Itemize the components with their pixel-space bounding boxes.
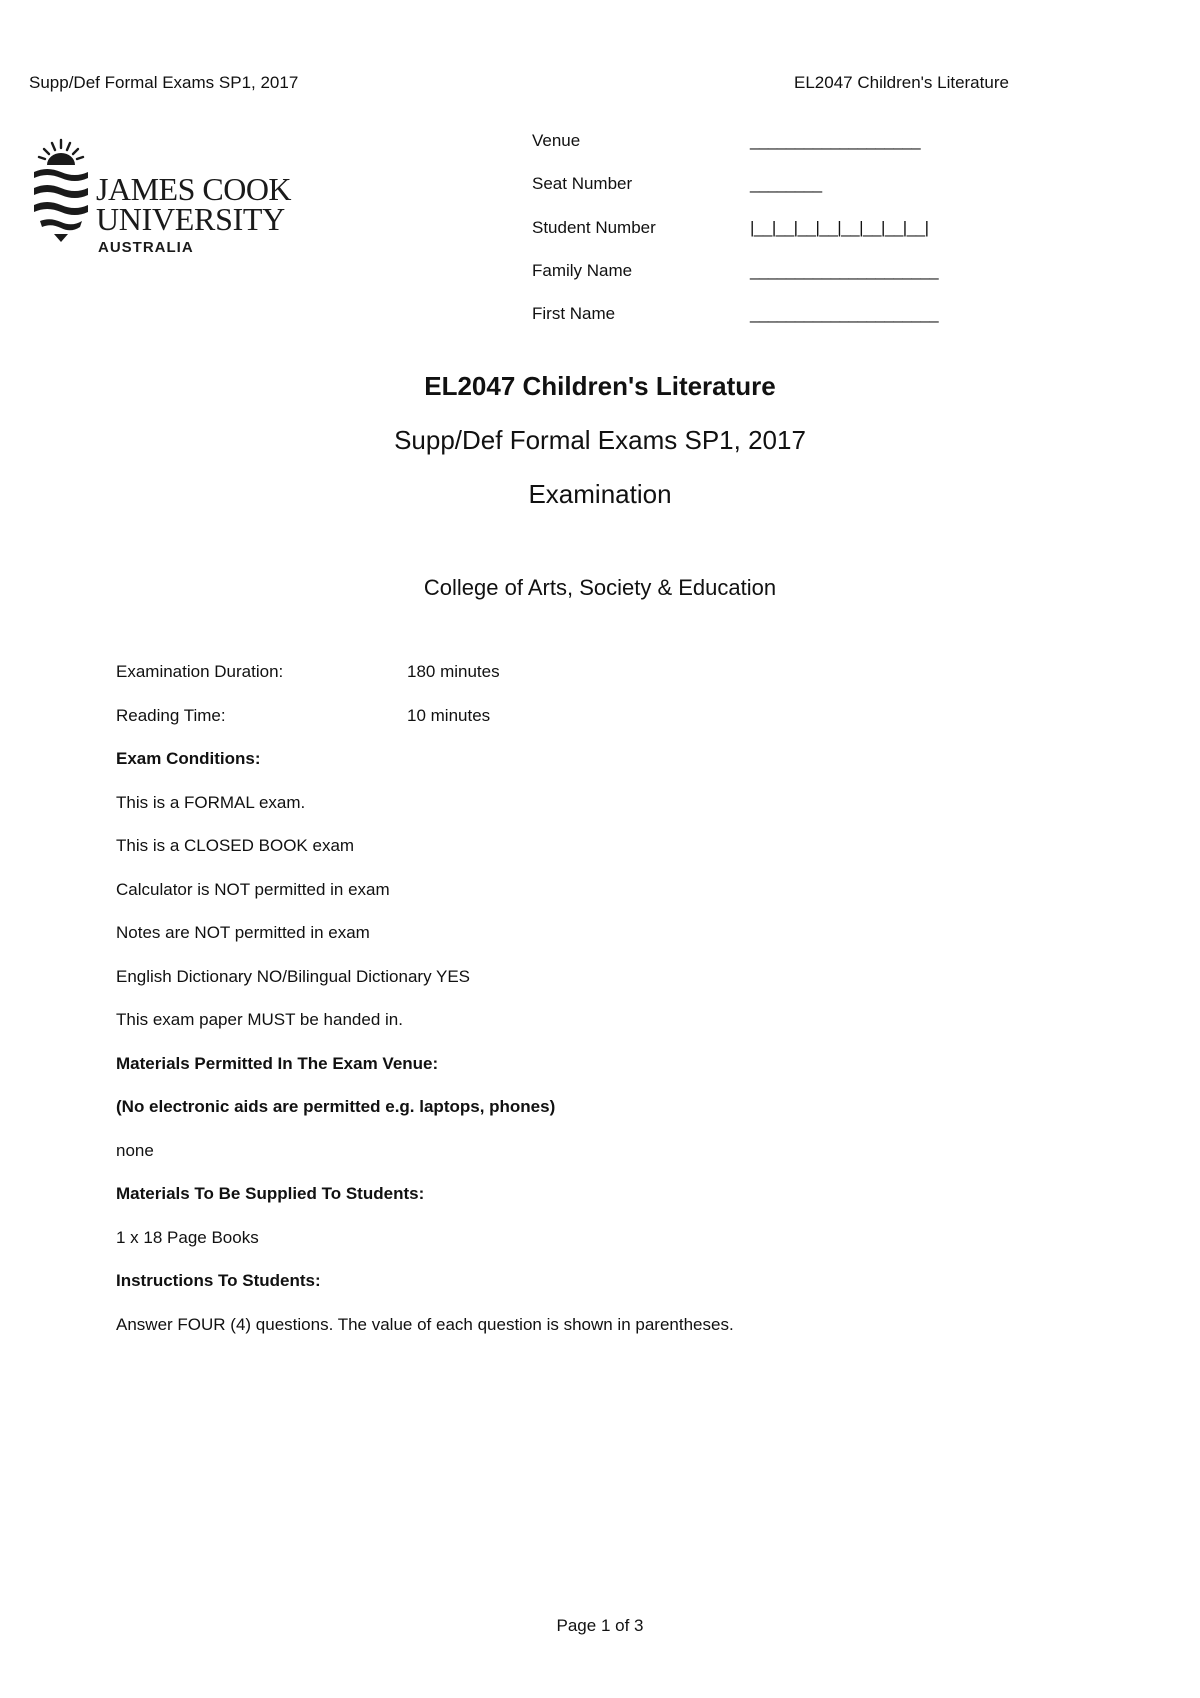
condition-item: This is a FORMAL exam. [116, 793, 306, 812]
materials-supplied-heading: Materials To Be Supplied To Students: [116, 1184, 425, 1203]
condition-item: Notes are NOT permitted in exam [116, 923, 370, 942]
venue-row [532, 129, 992, 153]
first-name-row [532, 302, 992, 326]
page-number-footer: Page 1 of 3 [556, 1616, 644, 1635]
jcu-sunrise-logo-icon [30, 138, 92, 262]
duration-label: Examination Duration: [116, 662, 284, 681]
family-name-label: Family Name [532, 261, 633, 280]
exam-conditions-heading: Exam Conditions: [116, 749, 261, 768]
venue-label: Venue [532, 131, 581, 150]
instructions-heading: Instructions To Students: [116, 1271, 321, 1290]
logo-text-australia: AUSTRALIA [98, 239, 194, 256]
materials-permitted-heading: Materials Permitted In The Exam Venue: [116, 1054, 439, 1073]
exam-type: Examination [528, 479, 672, 509]
reading-time-value: 10 minutes [407, 706, 491, 725]
venue-field[interactable]: ___________________ [750, 131, 921, 150]
reading-time-label: Reading Time: [116, 706, 226, 725]
exam-title: EL2047 Children's Literature [424, 371, 776, 401]
student-number-field[interactable]: |__|__|__|__|__|__|__|__| [750, 218, 929, 237]
condition-item: English Dictionary NO/Bilingual Dictionary YES [116, 967, 471, 986]
running-header-right: EL2047 Children's Literature [794, 73, 1009, 92]
materials-supplied-value: 1 x 18 Page Books [116, 1228, 259, 1247]
student-number-label: Student Number [532, 218, 656, 237]
first-name-label: First Name [532, 304, 616, 323]
condition-item: This is a CLOSED BOOK exam [116, 836, 355, 855]
logo-text-james-cook: JAMES COOK [96, 171, 292, 207]
seat-number-row [532, 172, 992, 196]
university-logo [30, 138, 320, 262]
materials-permitted-subheading: (No electronic aids are permitted e.g. laptops, phones) [116, 1097, 556, 1116]
logo-text-university: UNIVERSITY [96, 201, 285, 237]
duration-value: 180 minutes [407, 662, 500, 681]
seat-number-label: Seat Number [532, 174, 633, 193]
running-header-left: Supp/Def Formal Exams SP1, 2017 [29, 73, 299, 92]
condition-item: Calculator is NOT permitted in exam [116, 880, 390, 899]
exam-subtitle: Supp/Def Formal Exams SP1, 2017 [394, 425, 806, 455]
seat-number-field[interactable]: ________ [750, 174, 822, 193]
condition-item: This exam paper MUST be handed in. [116, 1010, 403, 1029]
instructions-value: Answer FOUR (4) questions. The value of each question is shown in parentheses. [116, 1315, 734, 1334]
family-name-field[interactable]: _____________________ [750, 261, 939, 280]
college-name: College of Arts, Society & Education [423, 575, 777, 600]
first-name-field[interactable]: _____________________ [750, 304, 939, 323]
family-name-row [532, 259, 992, 283]
student-number-row [532, 216, 992, 240]
materials-permitted-value: none [116, 1141, 154, 1160]
